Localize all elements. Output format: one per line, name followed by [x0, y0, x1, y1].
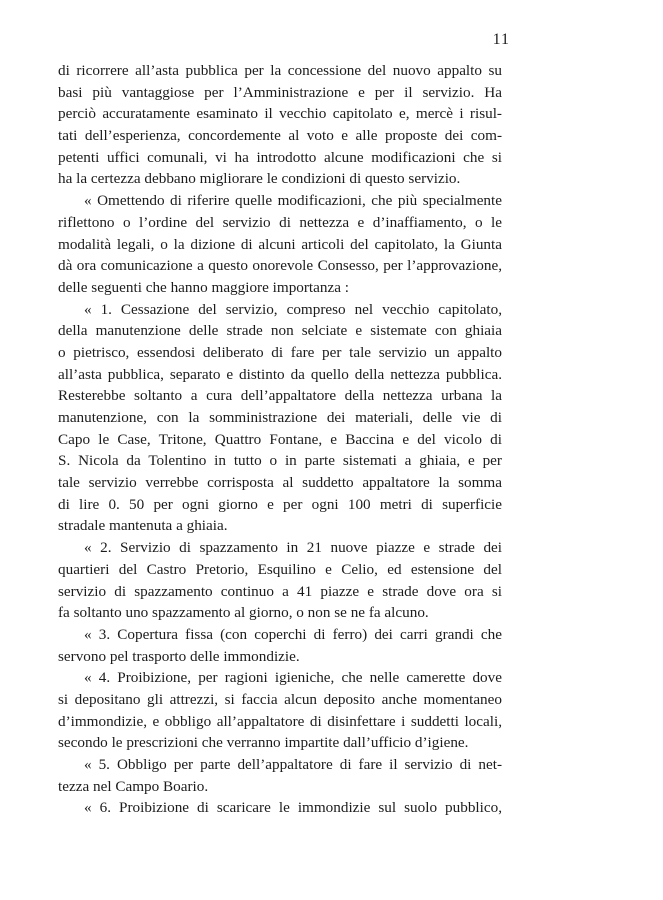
- text-line: tale servizio verrebbe corrisposta al suddetto appaltatore la somma: [58, 474, 502, 492]
- text-line: quartieri del Castro Pretorio, Esquilino e Celio, ed estensione del: [58, 560, 502, 578]
- text-line: petenti uffici comunali, vi ha introdotto alcune modificazioni che si: [58, 148, 502, 166]
- text-line: servono pel trasporto delle immondizie.: [58, 647, 300, 665]
- text-line: stradale mantenuta a ghiaia.: [58, 517, 228, 535]
- text-line: dà ora comunicazione a questo onorevole Consesso, per l’approvazione,: [58, 257, 502, 275]
- text-line: basi più vantaggiose per l’Amministrazione e per il servizio. Ha: [58, 83, 502, 101]
- text-line: « 1. Cessazione del servizio, compreso nel vecchio capitolato,: [84, 300, 502, 318]
- text-line: « 5. Obbligo per parte dell’appaltatore di fare il servizio di net-: [84, 756, 502, 773]
- text-line: della manutenzione delle strade non selciate e sistemate con ghiaia: [58, 322, 502, 340]
- text-line: Resterebbe soltanto a cura dell’appaltatore della nettezza urbana la: [58, 387, 502, 405]
- text-line: servizio di spazzamento continuo a 41 piazze e strade dove ora si: [58, 582, 502, 600]
- text-line: « 3. Copertura fissa (con coperchi di ferro) dei carri grandi che: [84, 625, 502, 643]
- text-line: tezza nel Campo Boario.: [58, 777, 209, 795]
- text-line: « 6. Proibizione di scaricare le immondizie sul suolo pubblico,: [84, 799, 502, 817]
- text-line: d’immondizie, e obbligo all’appaltatore di disinfettare i suddetti locali,: [58, 712, 502, 730]
- text-line: all’asta pubblica, separato e distinto da quello della nettezza pubblica.: [58, 365, 502, 383]
- text-line: « 4. Proibizione, per ragioni igieniche, che nelle camerette dove: [84, 669, 502, 687]
- text-line: o pietrisco, essendosi deliberato di fare per tale servizio un appalto: [58, 343, 502, 361]
- text-line: tati dell’esperienza, concordemente al voto e alle proposte dei com-: [58, 127, 502, 145]
- text-line: S. Nicola da Tolentino in tutto o in parte sistemati a ghiaia, e per: [58, 452, 502, 470]
- text-line: si depositano gli attrezzi, si faccia alcun deposito anche momentaneo: [58, 690, 502, 708]
- text-line: delle seguenti che hanno maggiore importanza :: [58, 278, 349, 296]
- text-line: di lire 0. 50 per ogni giorno e per ogni 100 metri di superficie: [58, 495, 502, 513]
- text-line: « 2. Servizio di spazzamento in 21 nuove piazze e strade dei: [84, 539, 502, 557]
- text-line: « Omettendo di riferire quelle modificazioni, che più specialmente: [84, 192, 502, 210]
- page-number: 11: [492, 31, 510, 48]
- text-line: riflettono o l’ordine del servizio di nettezza e d’inaffiamento, o le: [58, 213, 502, 231]
- body-text: [58, 60, 502, 819]
- text-line: manutenzione, con la somministrazione dei materiali, delle vie di: [58, 409, 502, 426]
- text-line: modalità legali, o la dizione di alcuni articoli del capitolato, la Giunta: [58, 235, 502, 253]
- text-line: ha la certezza debbano migliorare le condizioni di questo servizio.: [58, 170, 461, 188]
- text-line: di ricorrere all’asta pubblica per la concessione del nuovo appalto su: [58, 62, 502, 79]
- text-line: perciò accuratamente esaminato il vecchio capitolato e, mercè i risul-: [58, 105, 502, 123]
- text-line: fa soltanto uno spazzamento al giorno, o non se ne fa alcuno.: [58, 604, 429, 622]
- text-line: Capo le Case, Tritone, Quattro Fontane, e Baccina e del vicolo di: [58, 430, 502, 448]
- text-line: secondo le prescrizioni che verranno impartite dall’ufficio d’igiene.: [58, 734, 469, 752]
